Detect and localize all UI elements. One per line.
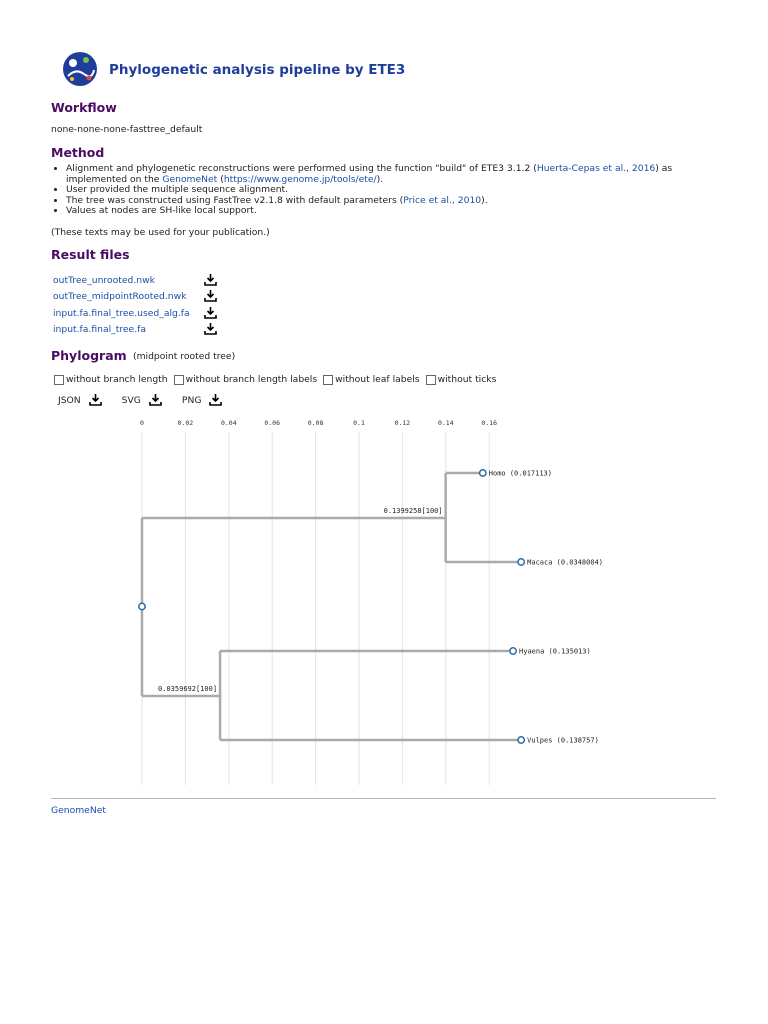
option-label: without branch length: [66, 374, 168, 385]
leaf-label: Hyaena (0.135013): [519, 647, 591, 656]
option-label: without leaf labels: [335, 374, 420, 385]
price-citation-link[interactable]: Price et al., 2010: [403, 194, 482, 206]
method-paren-open: (: [217, 173, 224, 185]
result-files-heading: Result files: [51, 247, 130, 262]
export-label: SVG: [121, 394, 141, 406]
leaf-node-icon: [518, 559, 524, 565]
method-item-alignment: • User provided the multiple sequence alignment.: [66, 185, 726, 196]
method-heading: Method: [51, 145, 105, 160]
leaf-label: Macaca (0.0348004): [527, 558, 604, 567]
internal-node-label: 0.0359692[100]: [158, 685, 218, 693]
leaf-node-icon: [510, 648, 516, 654]
method-item-support: • Values at nodes are SH-like local support.: [66, 206, 726, 217]
workflow-value: none-none-none-fasttree_default: [51, 124, 203, 135]
genomenet-url-link[interactable]: https://www.genome.jp/tools/ete/: [223, 173, 377, 185]
option-label: without branch length labels: [185, 374, 318, 385]
x-tick-label: 0.14: [437, 419, 454, 427]
leaf-label: Vulpes (0.138757): [527, 736, 599, 745]
x-tick-label: 0.12: [394, 419, 411, 427]
x-tick-label: 0.04: [220, 419, 237, 427]
leaf-node-icon: [518, 737, 524, 743]
footer-genomenet-link[interactable]: GenomeNet: [51, 805, 106, 816]
export-label: JSON: [58, 394, 81, 406]
leaf-node-icon: [480, 470, 486, 476]
x-tick-label: 0.06: [264, 419, 281, 427]
method-tree-suffix: ).: [481, 194, 488, 206]
method-note: (These texts may be used for your publication.): [51, 227, 270, 238]
option-label: without ticks: [437, 374, 497, 385]
export-label: PNG: [181, 394, 202, 406]
x-tick-label: 0.1: [353, 419, 365, 427]
footer-divider: [51, 798, 716, 799]
x-tick-label: 0: [140, 419, 144, 427]
phylogram-subtitle: (midpoint rooted tree): [133, 351, 236, 362]
phylogram-heading: Phylogram: [51, 348, 127, 363]
method-paren-close: ).: [376, 173, 384, 185]
root-node-icon: [139, 603, 145, 609]
file-link-outtree-midpoint[interactable]: outTree_midpointRooted.nwk: [53, 291, 187, 303]
workflow-heading: Workflow: [51, 100, 117, 115]
method-build-text-3: implemented on the: [66, 173, 163, 185]
file-link-final-tree-fa[interactable]: input.fa.final_tree.fa: [53, 323, 146, 335]
leaf-label: Homo (0.017113): [488, 469, 552, 478]
method-tree-text: The tree was constructed using FastTree v2.1.8 with default parameters (: [66, 194, 404, 206]
x-tick-label: 0.16: [481, 419, 498, 427]
file-link-outtree-unrooted[interactable]: outTree_unrooted.nwk: [53, 275, 155, 286]
page-title: Phylogenetic analysis pipeline by ETE3: [109, 62, 406, 78]
huerta-cepas-citation-link[interactable]: Huerta-Cepas et al., 2016: [536, 163, 656, 174]
genomenet-inline-link[interactable]: GenomeNet: [162, 173, 218, 185]
file-link-used-alg[interactable]: input.fa.final_tree.used_alg.fa: [53, 307, 190, 319]
internal-node-label: 0.1399258[100]: [383, 507, 443, 515]
x-tick-label: 0.08: [307, 419, 324, 427]
method-build-text: Alignment and phylogenetic reconstructions were performed using the function "build" of ETE3 3.1.2 (: [66, 163, 537, 174]
x-tick-label: 0.02: [177, 419, 194, 427]
method-build-text-2: ) as: [655, 163, 673, 174]
